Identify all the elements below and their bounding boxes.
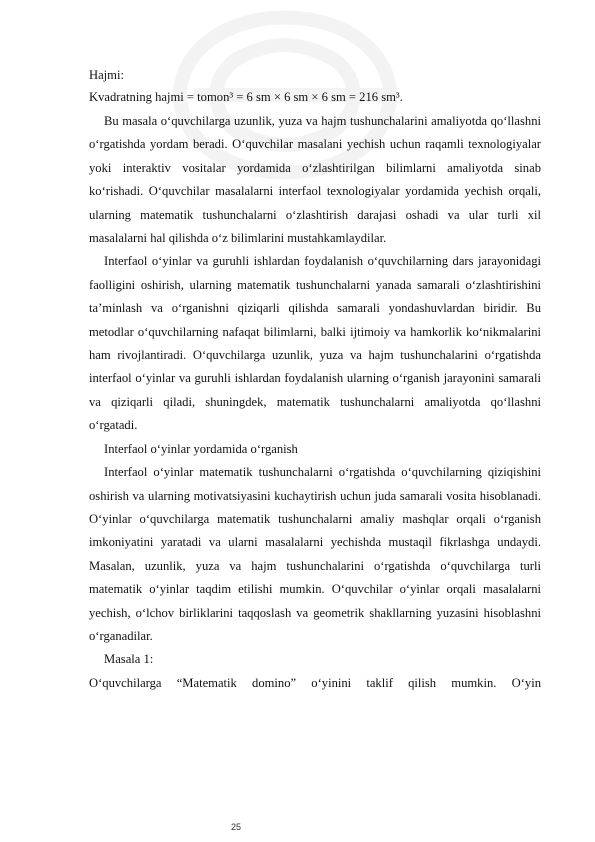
paragraph-2: Interfaol o‘yinlar va guruhli ishlardan foydalanish o‘quvchilarning dars jarayonidagi faolligini oshirish, ularning matematik tushunchalarni yanada samarali o‘zlashtirishini ta’minlash va o‘rganishni qiziqarli qilishda samarali yondashuvlardan biridir. Bu metodlar o‘quvchilarning nafaqat bilimlarni, balki ijtimoiy va hamkorlik ko‘nikmalarini ham rivojlantiradi. O‘quvchilarga uzunlik, yuza va hajm tushunchalarini o‘rgatishda interfaol o‘yinlar va guruhli ishlardan foydalanish ularning o‘rganish jarayonini samarali va qiziqarli qiladi, shuningdek, matematik tushunchalarni amaliyotda qo‘llashni o‘rgatadi. bbox=[89, 254, 541, 433]
section-subheading: Interfaol o‘yinlar yordamida o‘rganish bbox=[104, 441, 298, 456]
document-body bbox=[89, 64, 541, 695]
hajmi-heading: Hajmi: bbox=[89, 68, 124, 82]
page-number: 25 bbox=[231, 822, 242, 832]
paragraph-1: Bu masala o‘quvchilarga uzunlik, yuza va hajm tushunchalarini amaliyotda qo‘llashni o‘rgatishda yordam beradi. O‘quvchilar masalani yechish uchun raqamli texnologiyalar yoki interaktiv vositalar yordamida o‘zlashtirilgan bilimlarni amaliyotda sinab ko‘rishadi. O‘quvchilar masalalarni interfaol texnologiyalar yordamida yechish orqali, ularning matematik tushunchalarni o‘zlashtirish darajasi oshadi va ular turli xil masalalarni hal qilishda o‘z bilimlarini mustahkamlaydilar. bbox=[89, 114, 541, 246]
masala-label: Masala 1: bbox=[104, 652, 154, 667]
volume-formula: Kvadratning hajmi = tomon³ = 6 sm × 6 sm × 6 sm = 216 sm³. bbox=[89, 90, 403, 104]
paragraph-3: Interfaol o‘yinlar matematik tushunchalarni o‘rgatishda o‘quvchilarning qiziqishini oshirish va ularning motivatsiyasini kuchaytirish uchun juda samarali vosita hisoblanadi. O‘yinlar o‘quvchilarga matematik tushunchalarni amaliy mashqlar orqali o‘rganish imkoniyatini yaratadi va ularni masalalarni yechishda mustaqil fikrlashga undaydi. Masalan, uzunlik, yuza va hajm tushunchalarini o‘rgatishda o‘quvchilarga turli matematik o‘yinlar taqdim etilishi mumkin. O‘quvchilar o‘yinlar orqali masalalarni yechish, o‘lchov birliklarini taqqoslash va geometrik shakllarning yuzasini hisoblashni o‘rganadilar. bbox=[89, 465, 541, 643]
paragraph-4-start: O‘quvchilarga “Matematik domino” o‘yinini taklif qilish mumkin. O‘yin bbox=[89, 675, 541, 690]
